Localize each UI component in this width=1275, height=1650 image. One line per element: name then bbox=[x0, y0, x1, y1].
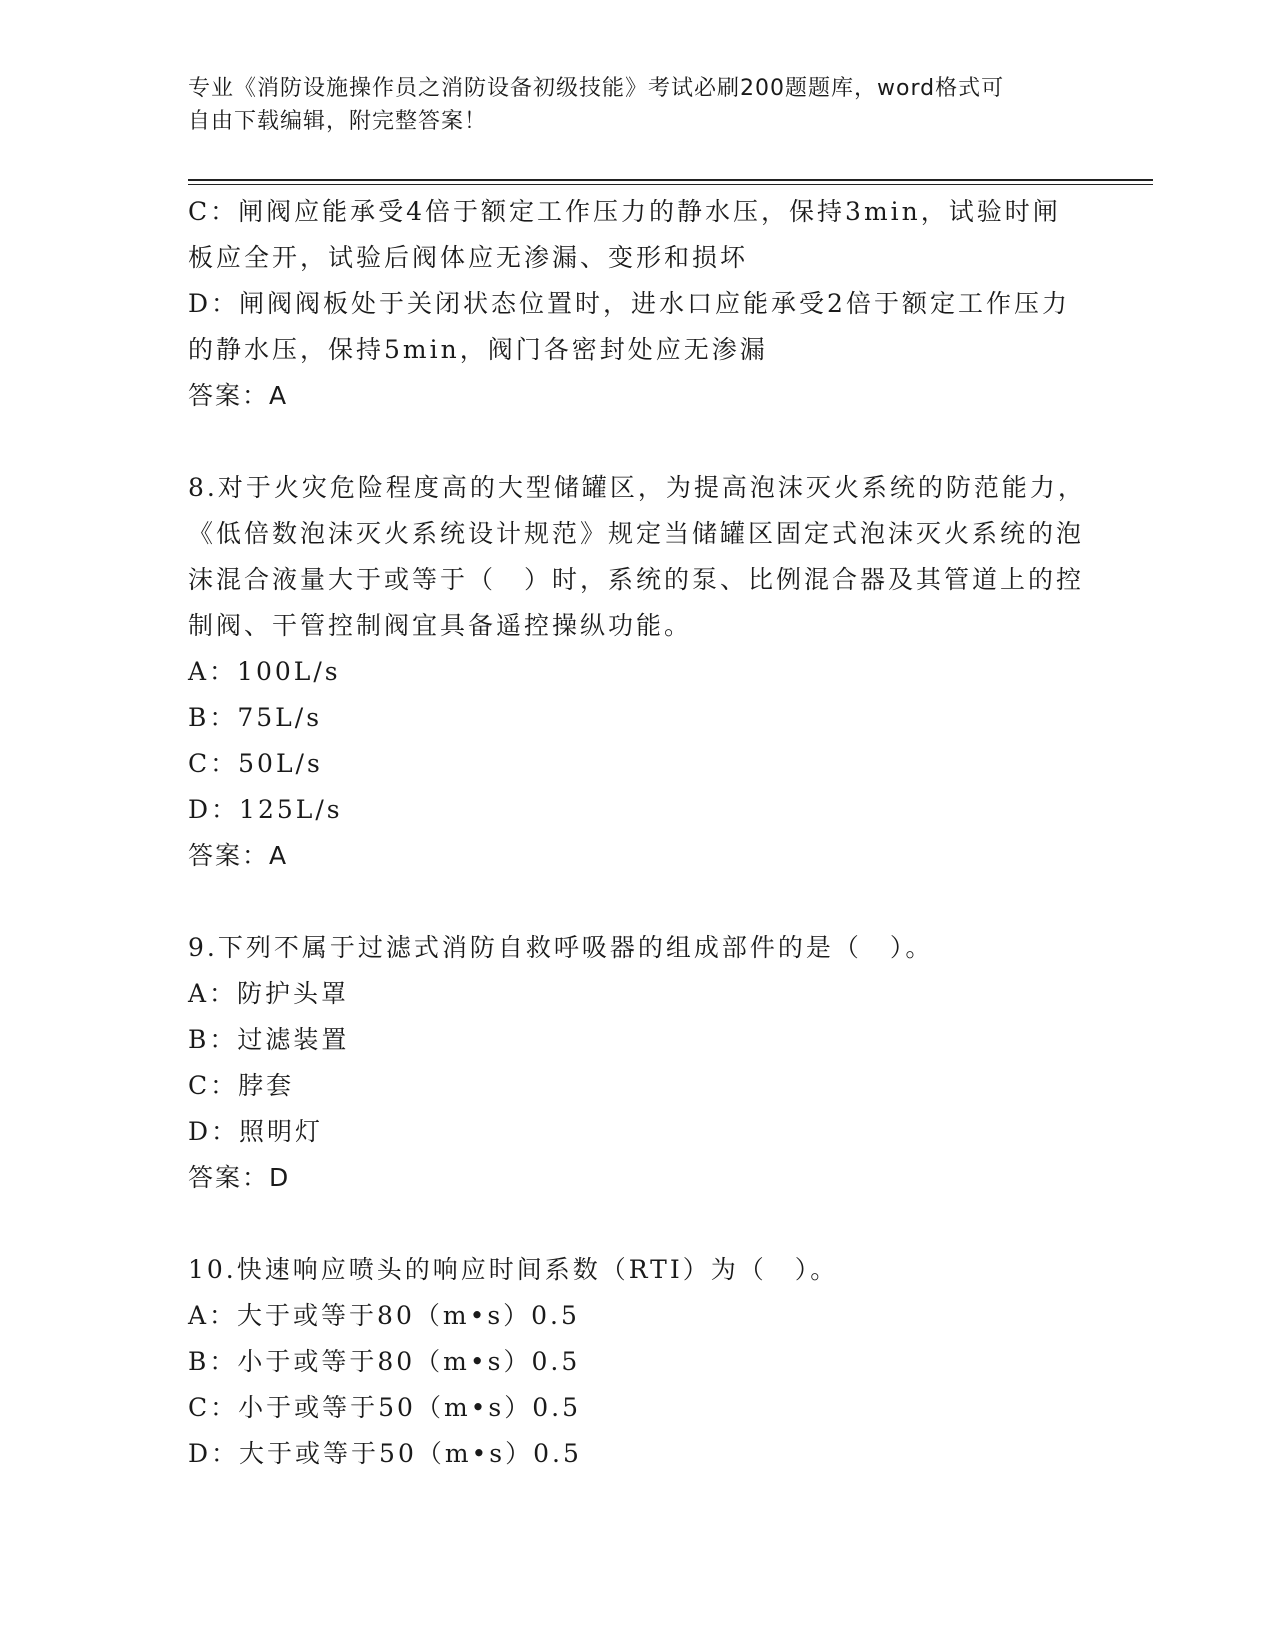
header-divider-thick bbox=[188, 179, 1153, 181]
spacer bbox=[188, 419, 1088, 465]
question-7 bbox=[188, 189, 1088, 419]
q9-option-b: B：过滤装置 bbox=[188, 1025, 350, 1054]
header-divider-thin bbox=[188, 184, 1153, 185]
q8-stem: 8.对于火灾危险程度高的大型储罐区，为提高泡沫灭火系统的防范能力，《低倍数泡沫灭火系统设计规范》规定当储罐区固定式泡沫灭火系统的泡沫混合液量大于或等于（ ）时，系统的泵、比例混合器及其管道上的控制阀、干管控制阀宜具备遥控操纵功能。 bbox=[188, 473, 1086, 640]
spacer bbox=[188, 1201, 1088, 1247]
q9-stem: 9.下列不属于过滤式消防自救呼吸器的组成部件的是（ ）。 bbox=[188, 933, 934, 962]
q8-option-b: B：75L/s bbox=[188, 703, 323, 732]
q9-answer: 答案：D bbox=[188, 1163, 291, 1192]
q10-option-d: D：大于或等于50（m•s）0.5 bbox=[188, 1439, 582, 1468]
q10-option-a: A：大于或等于80（m•s）0.5 bbox=[188, 1301, 580, 1330]
q8-option-a: A：100L/s bbox=[188, 657, 341, 686]
header-line-1: 专业《消防设施操作员之消防设备初级技能》考试必刷200题题库，word格式可 bbox=[188, 76, 1005, 101]
q10-option-c: C：小于或等于50（m•s）0.5 bbox=[188, 1393, 581, 1422]
q8-option-c: C：50L/s bbox=[188, 749, 323, 778]
document-header bbox=[188, 72, 1068, 138]
q7-answer: 答案：A bbox=[188, 381, 289, 410]
question-9 bbox=[188, 925, 1088, 1201]
spacer bbox=[188, 879, 1088, 925]
question-8 bbox=[188, 465, 1088, 879]
header-line-2: 自由下载编辑，附完整答案！ bbox=[188, 109, 488, 134]
q7-option-d: D：闸阀阀板处于关闭状态位置时，进水口应能承受2倍于额定工作压力的静水压，保持5min，阀门各密封处应无渗漏 bbox=[188, 289, 1070, 364]
q10-stem: 10.快速响应喷头的响应时间系数（RTI）为（ ）。 bbox=[188, 1255, 839, 1284]
q9-option-c: C：脖套 bbox=[188, 1071, 295, 1100]
question-10 bbox=[188, 1247, 1088, 1477]
q7-option-c: C：闸阀应能承受4倍于额定工作压力的静水压，保持3min，试验时闸板应全开，试验后阀体应无渗漏、变形和损坏 bbox=[188, 197, 1061, 272]
document-body bbox=[188, 189, 1088, 1477]
q8-answer: 答案：A bbox=[188, 841, 289, 870]
q9-option-a: A：防护头罩 bbox=[188, 979, 350, 1008]
q8-option-d: D：125L/s bbox=[188, 795, 343, 824]
q9-option-d: D：照明灯 bbox=[188, 1117, 324, 1146]
q10-option-b: B：小于或等于80（m•s）0.5 bbox=[188, 1347, 581, 1376]
